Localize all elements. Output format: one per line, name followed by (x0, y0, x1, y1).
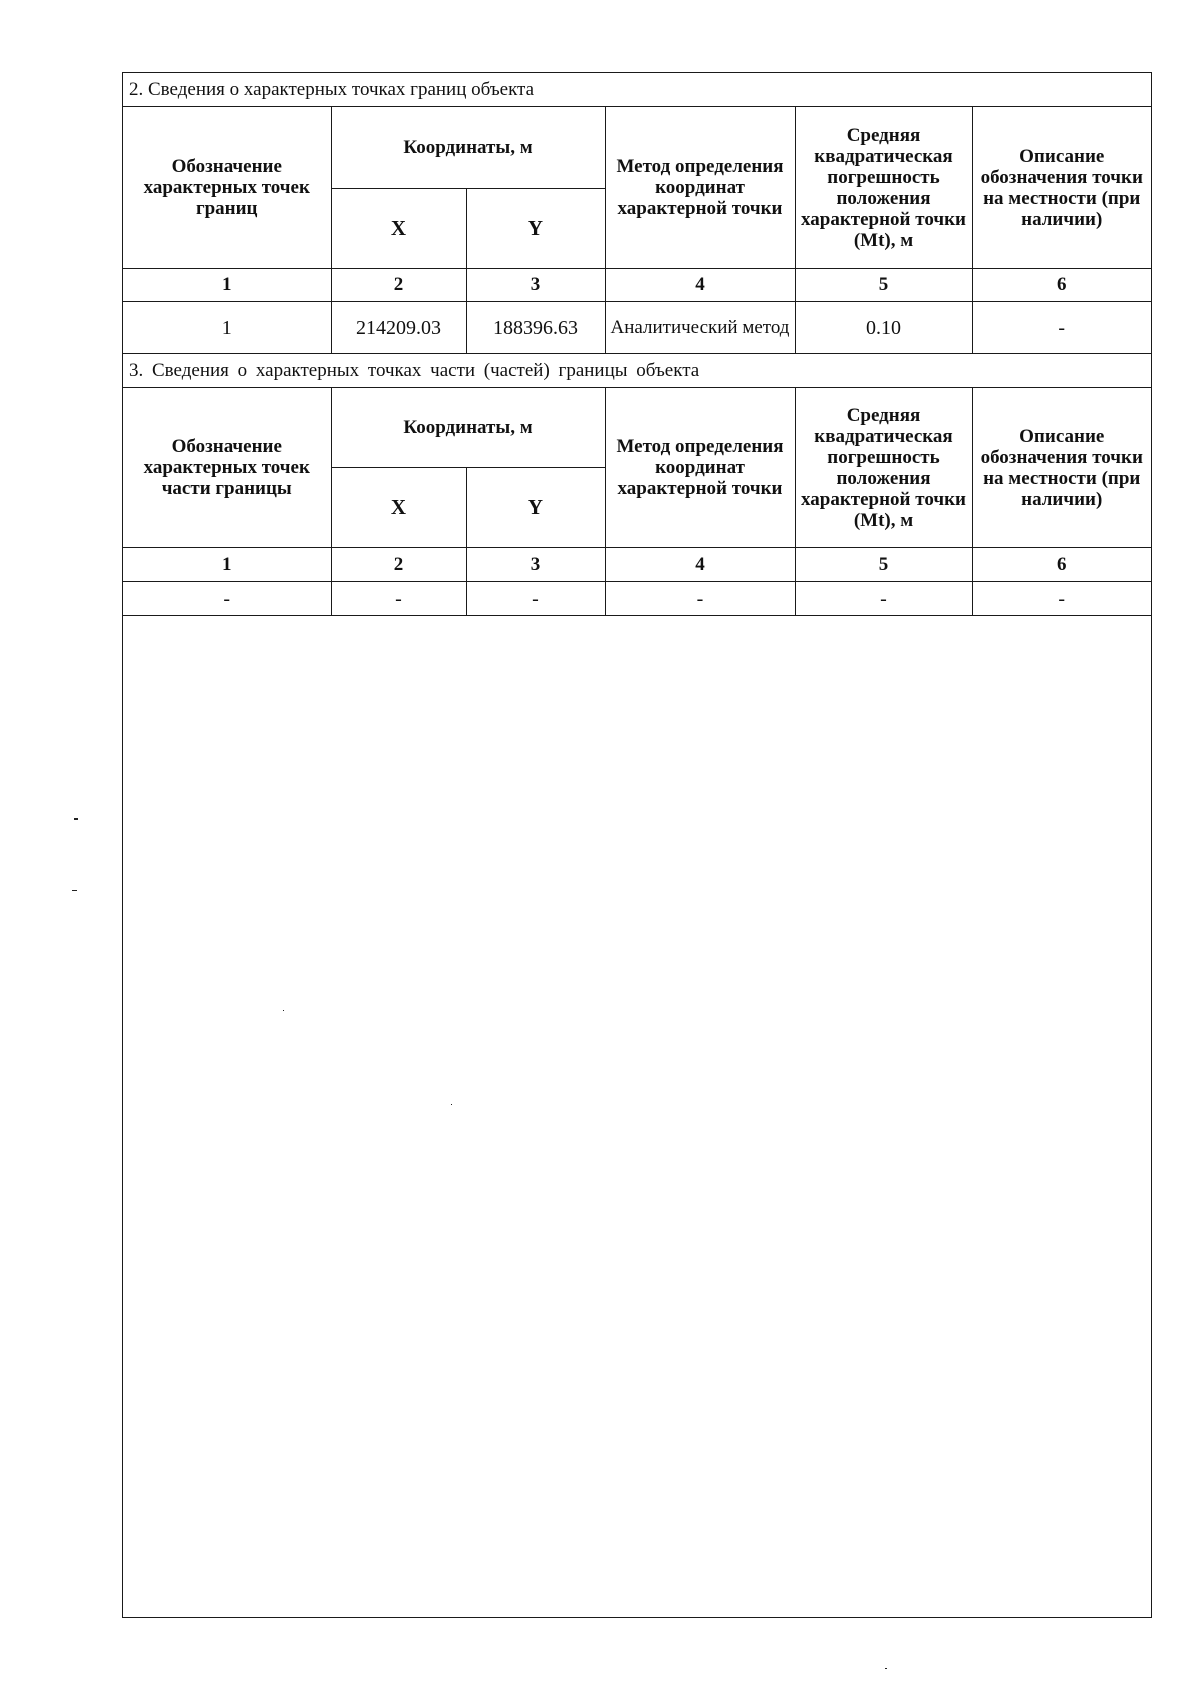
section2-header-description: Описание обозначения точки на местности (при наличии) (972, 107, 1151, 269)
section3-header-description: Описание обозначения точки на местности (при наличии) (972, 388, 1151, 548)
section3-title: 3. Сведения о характерных точках части (частей) границы объекта (123, 354, 1151, 388)
section2-header-designation: Обозначение характерных точек границ (123, 107, 331, 269)
part-point-x: - (331, 582, 466, 616)
point-y: 188396.63 (466, 302, 605, 354)
part-point-y: - (466, 582, 605, 616)
section3-header-designation: Обозначение характерных точек части границы (123, 388, 331, 548)
scan-speck (74, 818, 78, 820)
column-number: 3 (466, 548, 605, 582)
section3-header-error: Средняя квадратическая погрешность положения характерной точки (Mt), м (795, 388, 972, 548)
section2-header-error: Средняя квадратическая погрешность положения характерной точки (Mt), м (795, 107, 972, 269)
section3-header-y: Y (466, 468, 605, 548)
part-point-method: - (605, 582, 795, 616)
column-number: 2 (331, 269, 466, 302)
section3-column-numbers (123, 548, 1151, 582)
point-designation: 1 (123, 302, 331, 354)
document-frame (122, 72, 1152, 1618)
point-method: Аналитический метод (605, 302, 795, 354)
table-row (123, 582, 1151, 616)
scan-speck (283, 1010, 284, 1011)
column-number: 5 (795, 548, 972, 582)
part-point-error: - (795, 582, 972, 616)
section2-header-y: Y (466, 189, 605, 269)
column-number: 5 (795, 269, 972, 302)
section2-column-numbers (123, 269, 1151, 302)
section2-title-row (123, 73, 1151, 107)
point-x: 214209.03 (331, 302, 466, 354)
scan-speck (72, 890, 77, 891)
column-number: 1 (123, 269, 331, 302)
section2-title: 2. Сведения о характерных точках границ объекта (123, 73, 1151, 107)
section3-header-method: Метод определения координат характерной точки (605, 388, 795, 548)
section2-header-coordinates: Координаты, м (331, 107, 605, 189)
section3-header-x: X (331, 468, 466, 548)
column-number: 3 (466, 269, 605, 302)
section3-header-coordinates: Координаты, м (331, 388, 605, 468)
column-number: 6 (972, 548, 1151, 582)
column-number: 6 (972, 269, 1151, 302)
table-row (123, 302, 1151, 354)
point-error: 0.10 (795, 302, 972, 354)
points-table (123, 73, 1151, 616)
part-point-designation: - (123, 582, 331, 616)
section2-header-method: Метод определения координат характерной точки (605, 107, 795, 269)
column-number: 4 (605, 548, 795, 582)
section3-title-row (123, 354, 1151, 388)
point-description: - (972, 302, 1151, 354)
column-number: 1 (123, 548, 331, 582)
section2-header-row-1 (123, 107, 1151, 189)
column-number: 4 (605, 269, 795, 302)
column-number: 2 (331, 548, 466, 582)
scan-speck (451, 1104, 452, 1105)
section2-header-x: X (331, 189, 466, 269)
scan-speck (885, 1668, 887, 1669)
section3-header-row-1 (123, 388, 1151, 468)
part-point-description: - (972, 582, 1151, 616)
